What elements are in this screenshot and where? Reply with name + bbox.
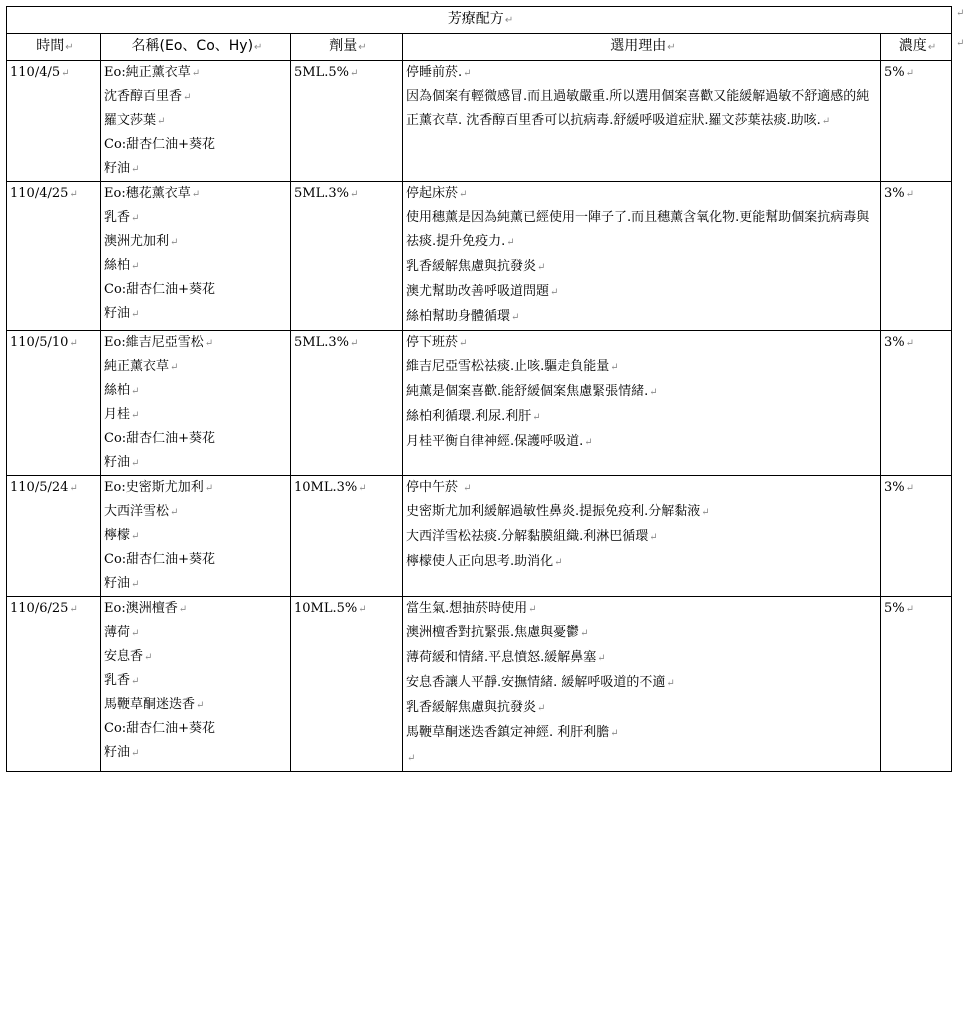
time-cell <box>7 331 101 476</box>
reason-cell <box>403 61 881 182</box>
reason-text: 澳尤幫助改善呼吸道問題 <box>406 284 550 299</box>
paragraph-mark: ↵ <box>528 604 537 615</box>
time-value: 110/4/5 <box>10 65 61 80</box>
oil-name: Co:甜杏仁油+葵花 <box>104 552 216 567</box>
concentration-cell <box>881 182 952 331</box>
reason-text: 純薰是個案喜歡.能舒緩個案焦慮緊張情緒. <box>406 384 649 399</box>
time-value: 110/5/10 <box>10 335 69 350</box>
paragraph-mark: ↵ <box>131 628 140 639</box>
paragraph-mark: ↵ <box>666 678 675 689</box>
paragraph-mark: ↵ <box>157 116 166 127</box>
paragraph-mark: ↵ <box>459 189 468 200</box>
concentration-cell <box>881 331 952 476</box>
table-row <box>7 597 952 772</box>
paragraph-mark: ↵ <box>349 68 359 79</box>
oil-name: 籽油 <box>104 576 131 591</box>
oil-name: 籽油 <box>104 455 131 470</box>
header-concentration: 濃度↵ <box>881 34 952 61</box>
dose-value: 5ML.5% <box>294 65 349 80</box>
paragraph-mark: ↵ <box>463 483 472 494</box>
oil-name: 檸檬 <box>104 528 131 543</box>
paragraph-mark: ↵ <box>358 483 367 494</box>
header-time: 時間↵ <box>7 34 101 61</box>
time-value: 110/6/25 <box>10 601 69 616</box>
reason-text: 安息香讓人平靜.安撫情緒. 緩解呼吸道的不適 <box>406 675 666 690</box>
paragraph-mark: ↵ <box>61 68 70 79</box>
reason-title: 停中午菸 <box>406 480 463 495</box>
concentration-cell <box>881 61 952 182</box>
paragraph-mark: ↵ <box>204 483 214 494</box>
paragraph-mark: ↵ <box>170 507 179 518</box>
time-cell <box>7 182 101 331</box>
paragraph-mark: ↵ <box>649 532 658 543</box>
reason-text: 因為個案有輕微感冒.而且過敏嚴重.所以選用個案喜歡又能緩解過敏不舒適感的純正薰衣草. 沈香醇百里香可以抗病毒.舒緩呼吸道症狀.羅文莎葉祛痰.助咳. <box>406 89 870 128</box>
paragraph-mark: ↵ <box>131 579 140 590</box>
reason-title: 停下班菸 <box>406 335 459 350</box>
paragraph-mark: ↵ <box>69 338 78 349</box>
time-cell <box>7 597 101 772</box>
header-dose: 劑量↵ <box>291 34 403 61</box>
oil-name: 純正薰衣草 <box>104 359 170 374</box>
paragraph-mark: ↵ <box>532 412 541 423</box>
paragraph-mark: ↵ <box>178 604 188 615</box>
paragraph-mark: ↵ <box>537 703 546 714</box>
reason-text: 檸檬使人正向思考.助消化 <box>406 554 554 569</box>
paragraph-mark: ↵ <box>459 338 468 349</box>
reason-title: 停睡前菸. <box>406 65 463 80</box>
table-row <box>7 61 952 182</box>
name-cell <box>101 597 291 772</box>
oil-name: Eo:史密斯尤加利 <box>104 480 204 495</box>
aromatherapy-table <box>6 6 952 772</box>
table-row <box>7 331 952 476</box>
paragraph-mark: ↵ <box>649 387 658 398</box>
paragraph-mark: ↵ <box>537 262 546 273</box>
paragraph-mark: ↵ <box>131 748 140 759</box>
reason-text: 乳香緩解焦慮與抗發炎 <box>406 700 537 715</box>
paragraph-mark: ↵ <box>511 312 520 323</box>
reason-text: 乳香緩解焦慮與抗發炎 <box>406 259 537 274</box>
paragraph-mark: ↵ <box>349 338 359 349</box>
paragraph-mark: ↵ <box>131 531 140 542</box>
oil-name: 月桂 <box>104 407 131 422</box>
time-value: 110/5/24 <box>10 480 69 495</box>
name-cell <box>101 331 291 476</box>
concentration-value: 5% <box>884 65 905 80</box>
reason-text: 月桂平衡自律神經.保護呼吸道. <box>406 434 584 449</box>
paragraph-mark: ↵ <box>358 604 367 615</box>
oil-name: 絲柏 <box>104 258 131 273</box>
concentration-value: 5% <box>884 601 905 616</box>
dose-cell <box>291 182 403 331</box>
oil-name: Co:甜杏仁油+葵花 <box>104 721 216 736</box>
paragraph-mark: ↵ <box>69 604 78 615</box>
dose-value: 5ML.3% <box>294 186 349 201</box>
paragraph-mark: ↵ <box>349 189 359 200</box>
paragraph-mark: ↵ <box>905 338 915 349</box>
dose-cell <box>291 61 403 182</box>
dose-cell <box>291 476 403 597</box>
reason-title: 當生氣.想抽菸時使用 <box>406 601 528 616</box>
paragraph-mark: ↵ <box>131 458 140 469</box>
reason-cell <box>403 476 881 597</box>
reason-text: 馬鞭草酮迷迭香鎮定神經. 利肝利膽 <box>406 725 610 740</box>
reason-text: 使用穗薰是因為純薰已經使用一陣子了.而且穗薰含氧化物.更能幫助個案抗病毒與祛痰.提升免疫力. <box>406 210 870 249</box>
paragraph-mark: ↵ <box>701 507 710 518</box>
oil-name: Eo:穗花薰衣草 <box>104 186 191 201</box>
header-name: 名稱(Eo、Co、Hy)↵ <box>101 34 291 61</box>
paragraph-mark: ↵ <box>554 557 563 568</box>
paragraph-mark: ↵ <box>584 437 593 448</box>
paragraph-mark: ↵ <box>597 653 606 664</box>
paragraph-mark: ↵ <box>170 237 179 248</box>
oil-name: 安息香 <box>104 649 144 664</box>
time-cell <box>7 61 101 182</box>
oil-name: 大西洋雪松 <box>104 504 170 519</box>
paragraph-mark: ↵ <box>131 309 140 320</box>
reason-cell <box>403 597 881 772</box>
oil-name: Eo:維吉尼亞雪松 <box>104 335 204 350</box>
paragraph-mark: ↵ <box>905 483 915 494</box>
dose-value: 10ML.5% <box>294 601 358 616</box>
oil-name: 羅文莎葉 <box>104 113 157 128</box>
table-row <box>7 476 952 597</box>
paragraph-mark: ↵ <box>905 68 915 79</box>
paragraph-mark: ↵ <box>407 753 416 764</box>
name-cell <box>101 182 291 331</box>
oil-name: 絲柏 <box>104 383 131 398</box>
oil-name: 籽油 <box>104 745 131 760</box>
concentration-cell <box>881 597 952 772</box>
reason-text: 絲柏利循環.利尿.利肝 <box>406 409 532 424</box>
concentration-value: 3% <box>884 186 905 201</box>
header-reason: 選用理由↵ <box>403 34 881 61</box>
oil-name: 馬鞭草酮迷迭香 <box>104 697 196 712</box>
paragraph-mark: ↵ <box>131 164 140 175</box>
name-cell <box>101 476 291 597</box>
concentration-value: 3% <box>884 480 905 495</box>
time-value: 110/4/25 <box>10 186 69 201</box>
reason-text: 史密斯尤加利緩解過敏性鼻炎.提振免疫利.分解黏液 <box>406 504 701 519</box>
reason-title: 停起床菸 <box>406 186 459 201</box>
reason-text: 大西洋雪松祛痰.分解黏膜組織.利淋巴循環 <box>406 529 649 544</box>
row-end-mark: ↵ <box>956 38 965 49</box>
paragraph-mark: ↵ <box>183 92 192 103</box>
paragraph-mark: ↵ <box>131 676 140 687</box>
paragraph-mark: ↵ <box>131 261 140 272</box>
time-cell <box>7 476 101 597</box>
paragraph-mark: ↵ <box>144 652 153 663</box>
paragraph-mark: ↵ <box>69 189 78 200</box>
paragraph-mark: ↵ <box>191 68 201 79</box>
reason-cell <box>403 331 881 476</box>
oil-name: 澳洲尤加利 <box>104 234 170 249</box>
paragraph-mark: ↵ <box>191 189 201 200</box>
concentration-value: 3% <box>884 335 905 350</box>
table-title: 芳療配方↵ <box>7 7 952 34</box>
paragraph-mark: ↵ <box>170 362 179 373</box>
paragraph-mark: ↵ <box>463 68 472 79</box>
paragraph-mark: ↵ <box>580 628 589 639</box>
oil-name: 乳香 <box>104 673 131 688</box>
paragraph-mark: ↵ <box>204 338 214 349</box>
dose-cell <box>291 331 403 476</box>
reason-text: 維吉尼亞雪松祛痰.止咳.驅走負能量 <box>406 359 610 374</box>
paragraph-mark: ↵ <box>610 362 619 373</box>
paragraph-mark: ↵ <box>610 728 619 739</box>
reason-text: 澳洲檀香對抗緊張.焦慮與憂鬱 <box>406 625 580 640</box>
oil-name: 籽油 <box>104 306 131 321</box>
oil-name: 籽油 <box>104 161 131 176</box>
oil-name: Eo:純正薰衣草 <box>104 65 191 80</box>
oil-name: 沈香醇百里香 <box>104 89 183 104</box>
dose-value: 5ML.3% <box>294 335 349 350</box>
name-cell <box>101 61 291 182</box>
paragraph-mark: ↵ <box>131 386 140 397</box>
paragraph-mark: ↵ <box>196 700 205 711</box>
paragraph-mark: ↵ <box>506 237 515 248</box>
header-row <box>7 34 952 61</box>
table-row <box>7 182 952 331</box>
oil-name: 乳香 <box>104 210 131 225</box>
concentration-cell <box>881 476 952 597</box>
reason-text: 薄荷緩和情緒.平息憤怒.緩解鼻塞 <box>406 650 597 665</box>
oil-name: Co:甜杏仁油+葵花 <box>104 282 216 297</box>
dose-cell <box>291 597 403 772</box>
dose-value: 10ML.3% <box>294 480 358 495</box>
paragraph-mark: ↵ <box>131 213 140 224</box>
oil-name: Co:甜杏仁油+葵花 <box>104 137 216 152</box>
paragraph-mark: ↵ <box>821 116 831 127</box>
paragraph-mark: ↵ <box>69 483 78 494</box>
oil-name: Eo:澳洲檀香 <box>104 601 178 616</box>
paragraph-mark: ↵ <box>131 410 140 421</box>
oil-name: 薄荷 <box>104 625 131 640</box>
row-end-mark: ↵ <box>956 8 965 19</box>
paragraph-mark: ↵ <box>905 189 915 200</box>
paragraph-mark: ↵ <box>905 604 915 615</box>
reason-text: 絲柏幫助身體循環 <box>406 309 511 324</box>
paragraph-mark: ↵ <box>550 287 559 298</box>
reason-cell <box>403 182 881 331</box>
oil-name: Co:甜杏仁油+葵花 <box>104 431 216 446</box>
